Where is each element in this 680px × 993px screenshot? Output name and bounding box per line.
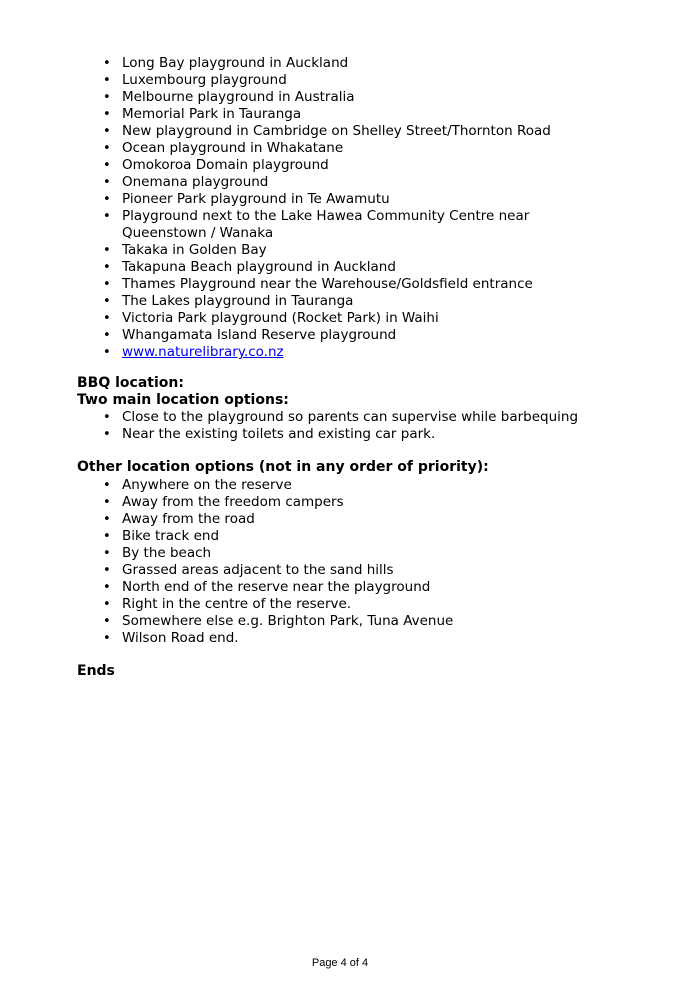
list-item	[76, 242, 606, 259]
list-item	[76, 157, 606, 174]
bullet-icon: •	[103, 311, 111, 326]
bullet-icon: •	[103, 175, 111, 190]
two-main-options-list	[76, 409, 606, 443]
list-item-text: Grassed areas adjacent to the sand hills	[122, 562, 394, 578]
list-item	[76, 259, 606, 276]
list-item	[76, 528, 606, 545]
list-item-text: Onemana playground	[122, 174, 269, 190]
list-item	[76, 494, 606, 511]
bullet-icon: •	[103, 260, 111, 275]
list-item	[76, 140, 606, 157]
list-item-text: North end of the reserve near the playground	[122, 579, 431, 595]
list-item-text: Right in the centre of the reserve.	[122, 596, 352, 612]
bullet-icon: •	[103, 73, 111, 88]
list-item	[76, 123, 606, 140]
bullet-icon: •	[103, 478, 111, 493]
list-item	[76, 426, 606, 443]
other-options-list	[76, 477, 606, 647]
list-item	[76, 293, 606, 310]
list-item	[76, 562, 606, 579]
bullet-icon: •	[103, 410, 111, 425]
list-item	[76, 106, 606, 123]
bullet-icon: •	[103, 124, 111, 139]
list-item-text: Melbourne playground in Australia	[122, 89, 355, 105]
bullet-icon: •	[103, 546, 111, 561]
list-item	[76, 409, 606, 426]
list-item-text: Away from the freedom campers	[122, 494, 344, 510]
list-item-text: Takaka in Golden Bay	[122, 242, 267, 258]
bullet-icon: •	[103, 192, 111, 207]
bullet-icon: •	[103, 580, 111, 595]
bullet-icon: •	[103, 495, 111, 510]
list-item-text: Pioneer Park playground in Te Awamutu	[122, 191, 390, 207]
list-item	[76, 208, 606, 242]
list-item	[76, 511, 606, 528]
bullet-icon: •	[103, 158, 111, 173]
bullet-icon: •	[103, 614, 111, 629]
playground-list	[76, 55, 606, 361]
bullet-icon: •	[103, 512, 111, 527]
list-item-text: Anywhere on the reserve	[122, 477, 292, 493]
bullet-icon: •	[103, 243, 111, 258]
other-options-heading: Other location options (not in any order of priority):	[77, 459, 489, 475]
bullet-icon: •	[103, 328, 111, 343]
bullet-icon: •	[103, 345, 111, 360]
list-item-text: Whangamata Island Reserve playground	[122, 327, 397, 343]
ends-label: Ends	[77, 663, 115, 679]
list-item	[76, 72, 606, 89]
list-item-text: Luxembourg playground	[122, 72, 287, 88]
list-item-text: Playground next to the Lake Hawea Community Centre near Queenstown / Wanaka	[122, 208, 530, 241]
list-item	[76, 89, 606, 106]
list-item	[76, 55, 606, 72]
list-item-text: Wilson Road end.	[122, 630, 239, 646]
list-item-text: New playground in Cambridge on Shelley Street/Thornton Road	[122, 123, 551, 139]
bullet-icon: •	[103, 56, 111, 71]
list-item-text: Thames Playground near the Warehouse/Goldsfield entrance	[122, 276, 533, 292]
list-item	[76, 579, 606, 596]
bullet-icon: •	[103, 141, 111, 156]
bullet-icon: •	[103, 209, 111, 224]
list-item	[76, 310, 606, 327]
list-item	[76, 545, 606, 562]
list-item-text: Omokoroa Domain playground	[122, 157, 329, 173]
list-item	[76, 191, 606, 208]
list-item-text: Takapuna Beach playground in Auckland	[122, 259, 396, 275]
bbq-location-heading: BBQ location:	[77, 375, 184, 391]
page-footer: Page 4 of 4	[311, 957, 369, 969]
list-item	[76, 477, 606, 494]
list-item-text: Somewhere else e.g. Brighton Park, Tuna Avenue	[122, 613, 454, 629]
list-item-text: Close to the playground so parents can supervise while barbequing	[122, 409, 579, 425]
bullet-icon: •	[103, 427, 111, 442]
list-item-text: Memorial Park in Tauranga	[122, 106, 302, 122]
bullet-icon: •	[103, 294, 111, 309]
list-item-text: Near the existing toilets and existing car park.	[122, 426, 436, 442]
bullet-icon: •	[103, 90, 111, 105]
list-item	[76, 276, 606, 293]
list-item	[76, 630, 606, 647]
nature-library-link[interactable]: www.naturelibrary.co.nz	[122, 344, 284, 360]
list-item-text: The Lakes playground in Tauranga	[122, 293, 354, 309]
list-item	[76, 596, 606, 613]
list-item	[76, 344, 606, 361]
list-item-text: Bike track end	[122, 528, 220, 544]
list-item-text: Victoria Park playground (Rocket Park) in Waihi	[122, 310, 439, 326]
bullet-icon: •	[103, 529, 111, 544]
bullet-icon: •	[103, 107, 111, 122]
list-item-text: Away from the road	[122, 511, 255, 527]
bullet-icon: •	[103, 277, 111, 292]
list-item-text: Long Bay playground in Auckland	[122, 55, 349, 71]
list-item	[76, 613, 606, 630]
bullet-icon: •	[103, 631, 111, 646]
list-item	[76, 327, 606, 344]
list-item-text: By the beach	[122, 545, 212, 561]
bullet-icon: •	[103, 597, 111, 612]
two-main-options-heading: Two main location options:	[77, 392, 289, 408]
list-item	[76, 174, 606, 191]
bullet-icon: •	[103, 563, 111, 578]
list-item-text: Ocean playground in Whakatane	[122, 140, 344, 156]
